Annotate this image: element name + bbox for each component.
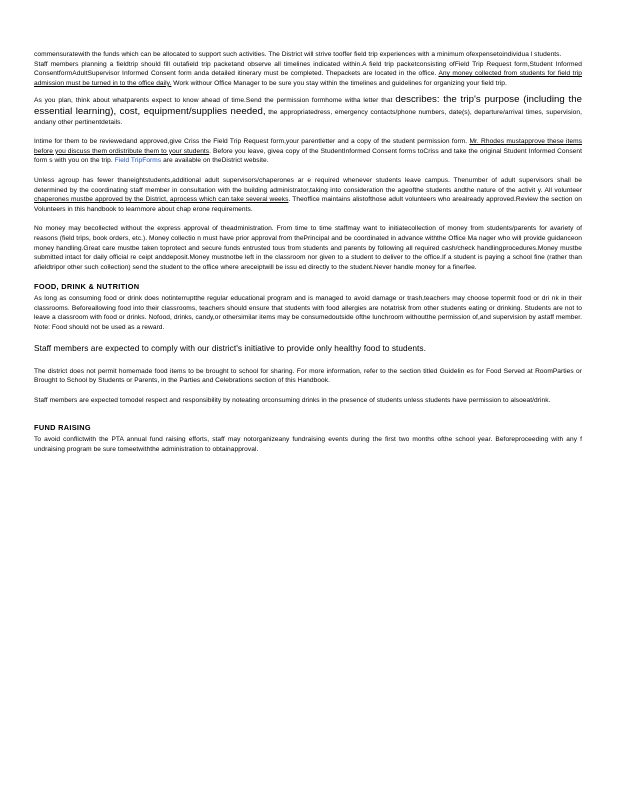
- field-trip-forms-link[interactable]: Field TripForms: [114, 157, 162, 165]
- website-text: are available on theDistrict website.: [163, 157, 269, 165]
- rhodes-approval-notice: Mr. Rhodes mustapprove these items before you discuss them ordistribute them to your students: [34, 138, 582, 155]
- field-trip-funds-paragraph: [34, 50, 582, 88]
- healthy-food-notice: Staff members are expected to comply with our district's initiative to provide only healthy food to students.: [34, 342, 426, 353]
- consent-forms-text: . Before you leave, givea copy of the StudentInformed Consent forms toCriss and take the original Student Informed Consent form s with you on the trip.: [34, 147, 582, 165]
- supervisors-text: Unless agroup has fewer thaneightstudents,additional adult supervisors/chaperones ar e required whenever students leave campus. Thenumber of adult supervisors shall be determined by the coordinating staff member in consultation with the building administrator,taking into consideration the ageofthe students andthe nature of the activit y. All volunteer: [34, 176, 582, 194]
- funds-text: commensuratewith the funds which can be allocated to support such activities. The District will strive tooffer field trip experiences with a minimum ofexpensetoindividua l students.: [34, 51, 562, 58]
- money-paragraph: [34, 224, 582, 272]
- food-text: As long as consuming food or drink does notinterruptthe regular educational program and is managed to avoid damage or trash,teachers may choose topermit food or dri nk in their classrooms. Beforeallowing food into their classrooms, teachers should ensure that students with food allergies are notatrisk from other students eating or drinking. Students are not to leave a classroom with food or drinks. Nofood, drinks, candy,or othersimilar items may be consumedoutside ofthe lunchroom withoutthe permission of,and supervision by astaff member. Note: Food should not be used as a reward.: [34, 295, 582, 332]
- food-heading: FOOD, DRINK & NUTRITION: [34, 282, 140, 292]
- respect-paragraph: [34, 396, 582, 406]
- fund-raising-paragraph: [34, 435, 582, 454]
- money-text: No money may becollected without the express approval of theadministration. From time to time staffmay want to initiatecollection of money from students/parents for avariety of reasons (field trips, book orders, etc.). Money collectio n must have prior approval from thePrincipal and be coordinated in advance withthe Office Ma nager who will provide guidanceon money handling.Great care mustbe taken toprotect and secure funds entrusted tous from students and parents by following all required cash/check handlingprocedures.Money mustbe submitted intact for daily official re ceipt anddeposit.Money mustnotbe left in the classroom nor given to a student to deliver to the office.If a student is paying a school fine (rather than afieldtripor other such collection) send the student to the office where areceiptwill be issu ed directly to the student.Never handle money for a fine/fee.: [34, 225, 582, 271]
- trip-description-text: describes: the trip's purpose (including the essential learning), cost, equipment/supplies needed,: [34, 94, 582, 117]
- packet-text: Staff members planning a fieldtrip should fill outafield trip packetand observe all timelines indicated within.A field trip packetconsisting ofField Trip Request form,Student Informed ConsentformAdultSupervisor Informed Consent form anda detailed itinerary must be completed. Thepackets are located in the office.: [34, 60, 582, 78]
- homemade-food-text: The district does not permit homemade food items to be brought to school for sharing. For more information, refer to the section titled Guidelin es for Food Served at RoomParties or Brought to School by Students or Parents, in the Parties and Celebrations section of this Handbook.: [34, 367, 582, 385]
- planning-text: As you plan, think about whatparents expect to know ahead of time.Send the permission formhome witha letter that: [34, 97, 393, 105]
- chaperone-approval-notice: chaperones mustbe approved by the District, aprocess which can take several weeks: [34, 196, 289, 204]
- planning-paragraph: [34, 94, 582, 127]
- fund-raising-heading: FUND RAISING: [34, 423, 91, 433]
- document-page: [34, 50, 582, 465]
- planning-details-text: the appropriatedress, emergency contacts/phone numbers, date(s), departure/arrival times, supervision, andany other pertinentdetails.: [34, 108, 582, 126]
- chaperone-paragraph: [34, 176, 582, 214]
- fund-raising-text: To avoid conflictwith the PTA annual fund raising efforts, staff may notorganizeany fundraising events during the first two months ofthe school year. Beforeproceeding with any f undraising program be sure tomeetwiththe administration to obtainapproval.: [34, 436, 582, 454]
- homemade-food-paragraph: [34, 367, 582, 386]
- approval-text: Intime for them to be reviewedand approved,give Criss the Field Trip Request form,your parentletter and a copy of the student permission form.: [34, 138, 468, 146]
- volunteer-list-text: . Theoffice maintains alistofthose adult volunteers who arealready approved.Review the section on Volunteers in this handbook to learnmore about chap erone requirements.: [34, 196, 582, 213]
- money-turn-in-notice: Any money collected from students for field trip admission must be turned in to the office daily.: [34, 70, 582, 87]
- respect-text: Staff members are expected tomodel respect and responsibility by noteating orconsuming drinks in the presence of students unless students have permission to alsoeat/drink.: [34, 396, 551, 404]
- food-paragraph: [34, 294, 582, 332]
- office-manager-text: Work withour Office Manager to be sure you stay within the timelines and guidelines for organizing your field trip.: [173, 79, 507, 87]
- approval-paragraph: [34, 137, 582, 166]
